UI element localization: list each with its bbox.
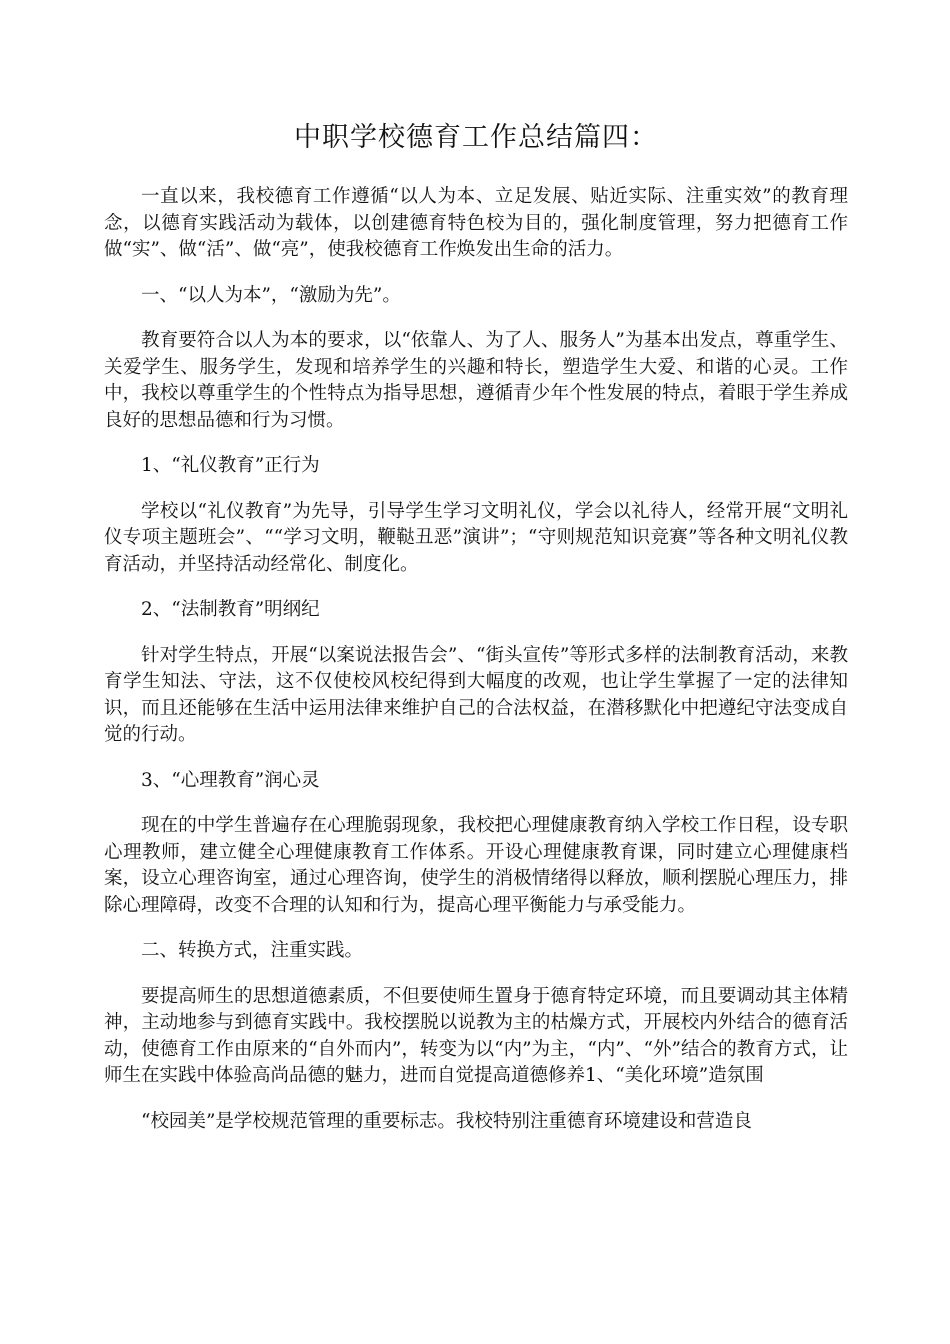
subheading-legal: 2、“法制教育”明纲纪 bbox=[141, 599, 320, 620]
paragraph-intro: 一直以来，我校德育工作遵循“以人为本、立足发展、贴近实际、注重实效”的教育理念，以德育实践活动为载体，以创建德育特色校为目的，强化制度管理，努力把德育工作做“实”、做“活”、做“亮”，使我校德育工作焕发出生命的活力。 bbox=[104, 186, 848, 260]
section-heading-2: 二、转换方式，注重实践。 bbox=[141, 940, 364, 961]
section-heading-1: 一、“以人为本”，“激励为先”。 bbox=[141, 284, 401, 306]
paragraph-legal: 针对学生特点，开展“以案说法报告会”、“街头宣传”等形式多样的法制教育活动，来教育学生知法、守法，这不仅使校风校纪得到大幅度的改观，也让学生掌握了一定的法律知识，而且还能够在生活中运用法律来维护自己的合法权益，在潜移默化中把遵纪守法变成自觉的行动。 bbox=[104, 644, 848, 745]
paragraph-etiquette: 学校以“礼仪教育”为先导，引导学生学习文明礼仪，学会以礼待人，经常开展“文明礼仪专项主题班会”、““学习文明，鞭鞑丑恶”演讲”；“守则规范知识竞赛”等各种文明礼仪教育活动，并坚持活动经常化、制度化。 bbox=[104, 500, 848, 575]
paragraph-section-1: 教育要符合以人为本的要求，以“依靠人、为了人、服务人”为基本出发点，尊重学生、关爱学生、服务学生，发现和培养学生的兴趣和特长，塑造学生大爱、和谐的心灵。工作中，我校以尊重学生的个性特点为指导思想，遵循青少年个性发展的特点，着眼于学生养成良好的思想品德和行为习惯。 bbox=[104, 330, 848, 431]
paragraph-campus: “校园美”是学校规范管理的重要标志。我校特别注重德育环境建设和营造良 bbox=[141, 1110, 752, 1132]
paragraph-section-2: 要提高师生的思想道德素质，不但要使师生置身于德育特定环境，而且要调动其主体精神，主动地参与到德育实践中。我校摆脱以说教为主的枯燥方式，开展校内外结合的德育活动，使德育工作由原来的“自外而内”，转变为以“内”为主，“内”、“外”结合的教育方式，让师生在实践中体验高尚品德的魅力，进而自觉提高道德修养1、“美化环境”造氛围 bbox=[104, 985, 848, 1086]
subheading-psychology: 3、“心理教育”润心灵 bbox=[141, 769, 320, 791]
subheading-etiquette: 1、“礼仪教育”正行为 bbox=[141, 455, 320, 476]
document-body bbox=[104, 184, 848, 1135]
paragraph-psychology: 现在的中学生普遍存在心理脆弱现象，我校把心理健康教育纳入学校工作日程，设专职心理教师，建立健全心理健康教育工作体系。开设心理健康教育课，同时建立心理健康档案，设立心理咨询室，通过心理咨询，使学生的消极情绪得以释放，顺利摆脱心理压力，排除心理障碍，改变不合理的认知和行为，提高心理平衡能力与承受能力。 bbox=[104, 815, 848, 916]
document-title: 中职学校德育工作总结篇四： bbox=[294, 122, 658, 153]
